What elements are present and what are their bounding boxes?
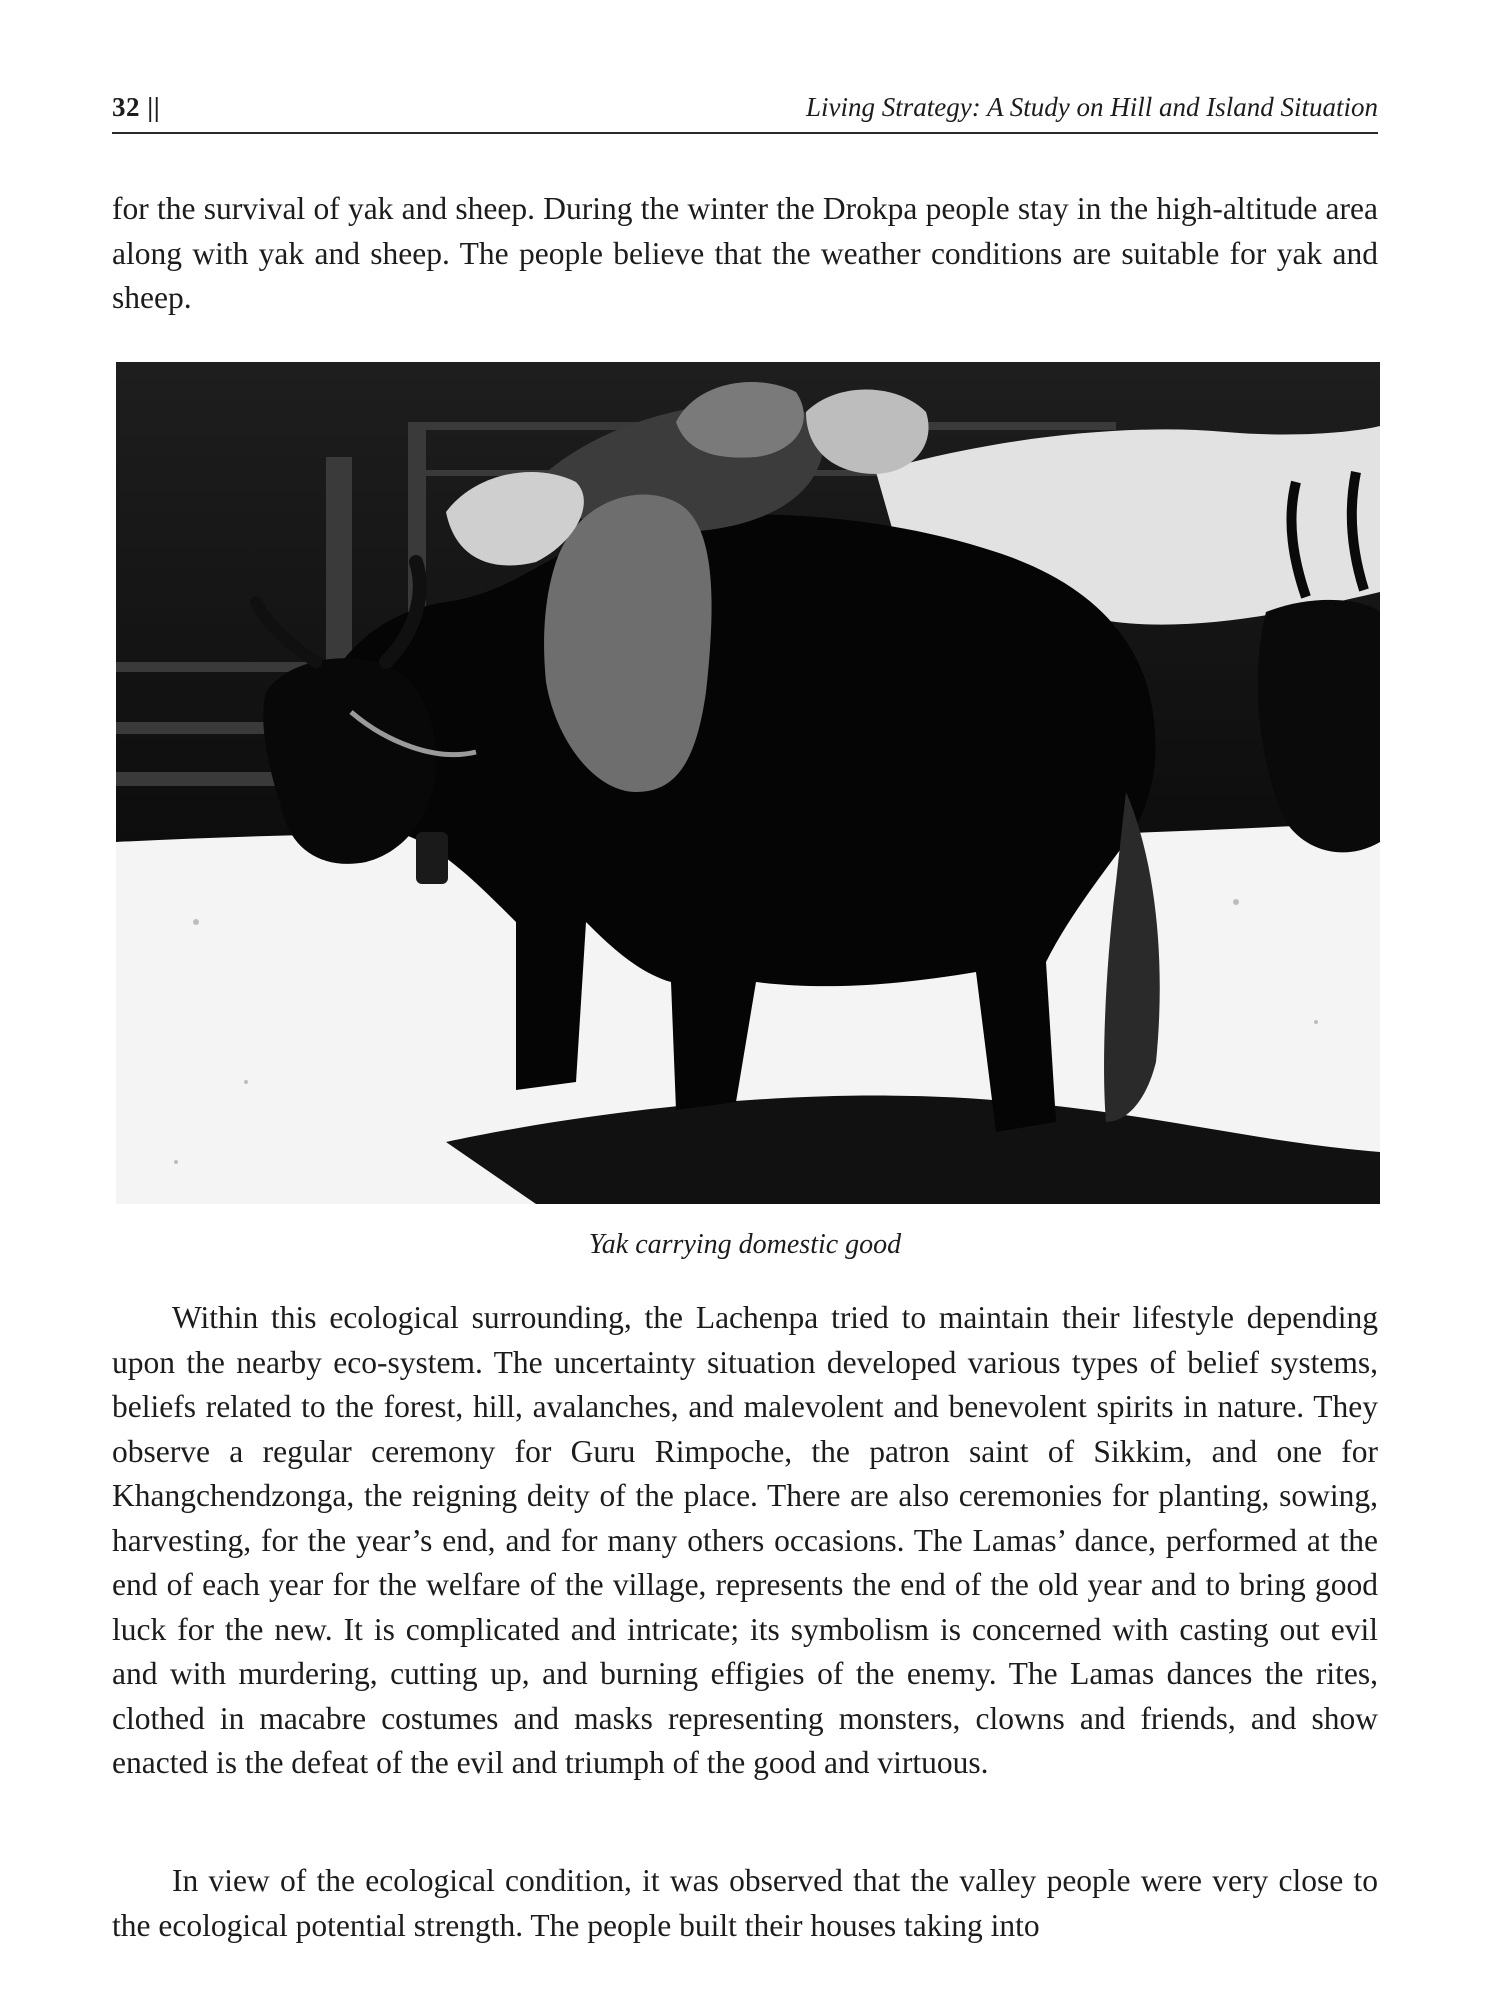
- figure-caption: Yak carrying domestic good: [588, 1229, 902, 1260]
- yak-photograph: [116, 362, 1380, 1204]
- paragraph-belief-systems: Within this ecological surrounding, the Lachenpa tried to maintain their lifestyle depending upon the nearby eco-system. The uncertainty situation developed various types of belief systems, beliefs related to the forest, hill, avalanches, and malevolent and benevolent spirits in nature. They observe a regular ceremony for Guru Rimpoche, the patron saint of Sikkim, and one for Khangchendzonga, the reigning deity of the place. There are also ceremonies for planting, sowing, harvesting, for the year’s end, and for many others occasions. The Lamas’ dance, performed at the end of each year for the welfare of the village, represents the end of the old year and to bring good luck for the new. It is complicated and intricate; its symbolism is concerned with casting out evil and with murdering, cutting up, and burning effigies of the enemy. The Lamas dances the rites, clothed in macabre costumes and masks representing monsters, clowns and friends, and show enacted is the defeat of the evil and triumph of the good and virtuous.: [112, 1300, 1378, 1780]
- paragraph-intro: for the survival of yak and sheep. During the winter the Drokpa people stay in the high-altitude area along with yak and sheep. The people believe that the weather conditions are suitable for yak and sheep.: [112, 191, 1378, 315]
- running-header: [112, 88, 1378, 134]
- page-number: 32 ||: [112, 92, 161, 122]
- running-title: Living Strategy: A Study on Hill and Island Situation: [806, 92, 1378, 122]
- paragraph-ecological-condition: In view of the ecological condition, it was observed that the valley people were very close to the ecological potential strength. The people built their houses taking into: [112, 1863, 1378, 1943]
